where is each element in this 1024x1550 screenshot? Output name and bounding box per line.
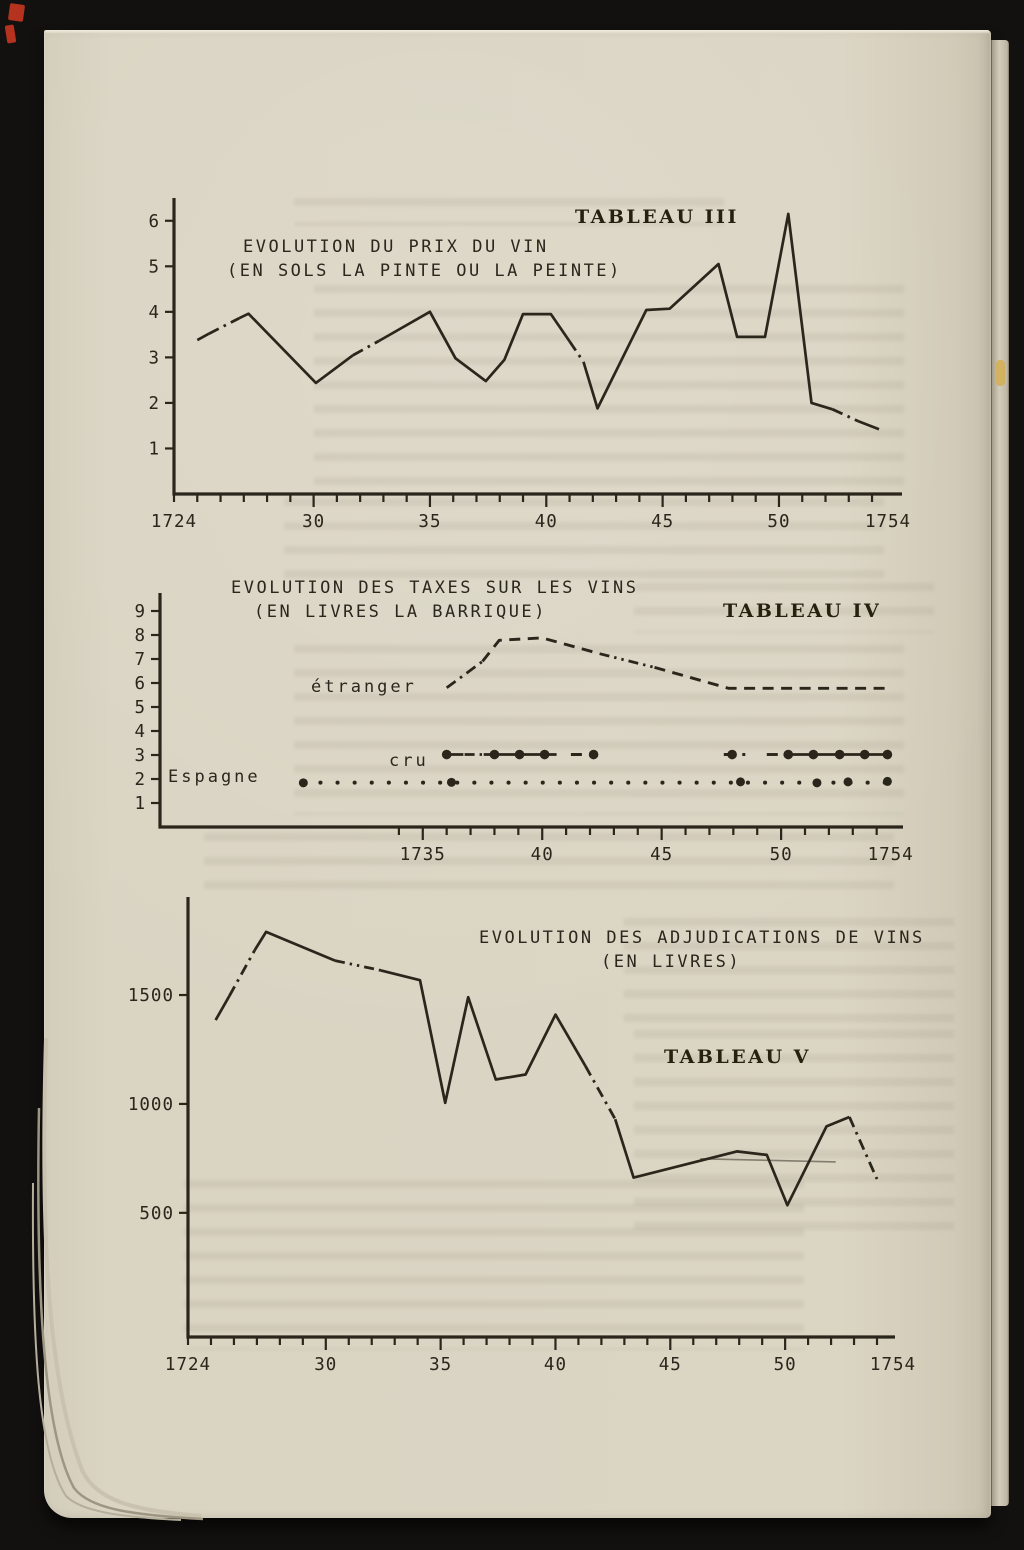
svg-text:1000: 1000 — [127, 1094, 174, 1115]
svg-text:6: 6 — [148, 211, 160, 232]
svg-text:1754: 1754 — [864, 512, 912, 532]
svg-text:1: 1 — [148, 439, 160, 460]
tableau-v-title: EVOLUTION DES ADJUDICATIONS DE VINS — [479, 928, 925, 948]
series-label-etranger: étranger — [311, 677, 417, 697]
tableau-iii-chart — [136, 183, 920, 535]
red-scan-mark — [5, 24, 17, 43]
svg-text:7: 7 — [134, 650, 146, 670]
svg-text:4: 4 — [148, 302, 160, 323]
tableau-v-heading: TABLEAU V — [664, 1046, 811, 1068]
svg-text:30: 30 — [302, 512, 326, 532]
svg-text:35: 35 — [429, 1355, 453, 1375]
tableau-v-chart — [127, 880, 935, 1395]
svg-text:45: 45 — [658, 1355, 682, 1375]
svg-text:2: 2 — [134, 770, 146, 790]
page-edge-stain — [996, 360, 1005, 386]
svg-text:5: 5 — [134, 698, 146, 718]
tableau-iv-chart — [130, 585, 925, 875]
svg-text:4: 4 — [134, 722, 146, 742]
svg-text:50: 50 — [773, 1355, 797, 1375]
svg-text:3: 3 — [148, 348, 160, 369]
tableau-iv-title: EVOLUTION DES TAXES SUR LES VINS — [231, 578, 639, 598]
tableau-v-plot — [127, 880, 935, 1395]
svg-text:3: 3 — [134, 746, 146, 766]
tableau-v-subtitle: (EN LIVRES) — [601, 952, 742, 972]
svg-text:8: 8 — [134, 626, 146, 646]
svg-text:2: 2 — [148, 393, 160, 414]
book-page — [44, 30, 991, 1518]
red-scan-mark — [8, 3, 25, 22]
svg-text:45: 45 — [651, 512, 675, 532]
svg-text:6: 6 — [134, 674, 146, 694]
svg-text:1: 1 — [134, 794, 146, 814]
svg-text:9: 9 — [134, 602, 146, 622]
tableau-iii-plot — [136, 183, 920, 535]
tableau-iii-title: EVOLUTION DU PRIX DU VIN — [243, 237, 549, 257]
page-stack-edges — [29, 1038, 249, 1524]
svg-text:40: 40 — [543, 1355, 568, 1375]
svg-text:45: 45 — [650, 845, 674, 865]
svg-text:35: 35 — [418, 512, 442, 532]
svg-text:50: 50 — [769, 845, 793, 865]
svg-text:40: 40 — [530, 845, 554, 865]
series-label-cru: cru — [389, 751, 429, 771]
series-label-espagne: Espagne — [168, 767, 261, 787]
tableau-iv-heading: TABLEAU IV — [723, 600, 882, 622]
svg-text:1724: 1724 — [164, 1355, 212, 1375]
svg-text:1500: 1500 — [127, 986, 174, 1007]
svg-text:1754: 1754 — [867, 845, 914, 865]
svg-text:30: 30 — [314, 1355, 338, 1375]
page-top-edge — [46, 30, 989, 34]
underlying-page-edge — [991, 40, 1009, 1506]
tableau-iii-heading: TABLEAU III — [575, 206, 739, 228]
tableau-iv-plot — [130, 585, 925, 875]
svg-text:1735: 1735 — [399, 845, 446, 865]
svg-text:5: 5 — [148, 257, 160, 278]
svg-text:50: 50 — [767, 512, 791, 532]
svg-text:1724: 1724 — [150, 512, 198, 532]
svg-text:40: 40 — [534, 512, 558, 532]
svg-text:500: 500 — [139, 1203, 174, 1224]
tableau-iv-subtitle: (EN LIVRES LA BARRIQUE) — [254, 602, 547, 622]
tableau-iii-subtitle: (EN SOLS LA PINTE OU LA PEINTE) — [227, 261, 622, 281]
svg-text:1754: 1754 — [869, 1355, 917, 1375]
